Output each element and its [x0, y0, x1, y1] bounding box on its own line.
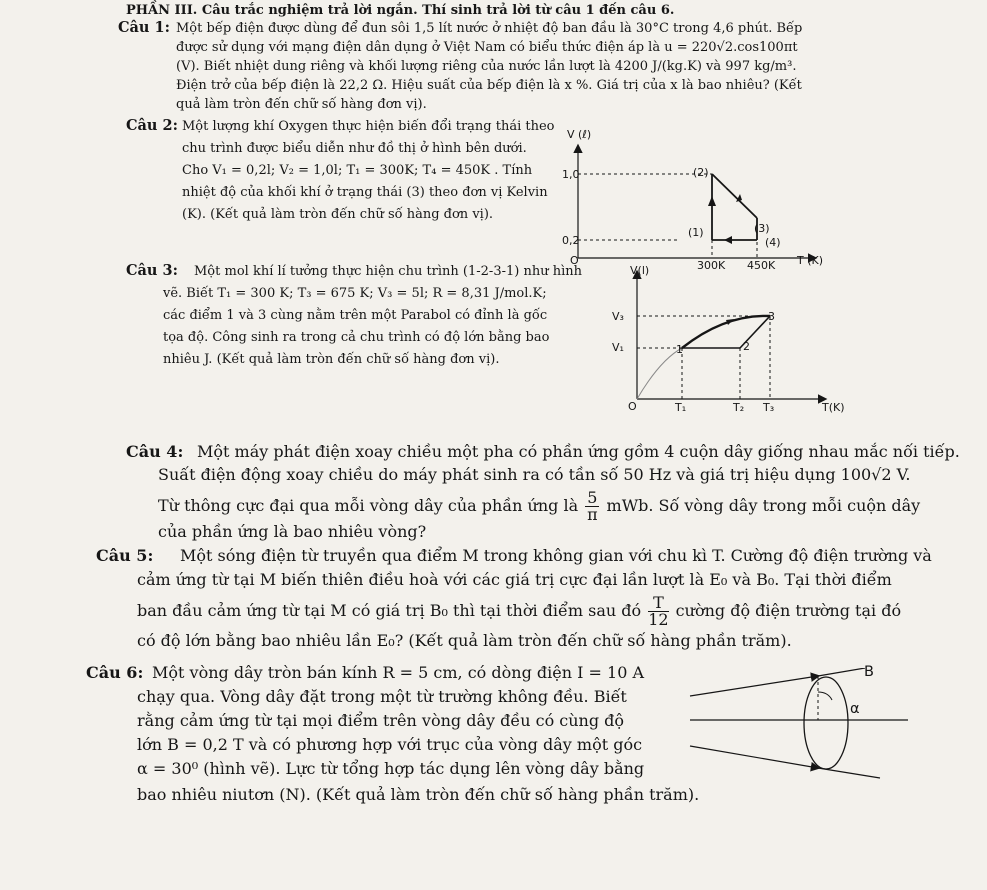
q6-field-line: [818, 768, 880, 778]
q5-line-pre: ban đầu cảm ứng từ tại M có giá trị B₀ thì tại thời điểm sau đó: [137, 601, 642, 620]
q3-line: Một mol khí lí tưởng thực hiện chu trình (1-2-3-1) như hình: [194, 264, 582, 279]
q6-field-line: [818, 668, 865, 676]
q5-line: [137, 595, 901, 628]
q6-b-label: B: [864, 664, 874, 680]
q2-line: Cho V₁ = 0,2l; V₂ = 1,0l; T₁ = 300K; T₄ = 450K . Tính: [182, 163, 533, 178]
q5-label: Câu 5:: [96, 546, 154, 565]
q2-state-label: (4): [765, 236, 781, 249]
q5-line: Một sóng điện từ truyền qua điểm M trong không gian với chu kì T. Cường độ điện trường và: [180, 546, 932, 565]
q3-x-tick: T₂: [733, 401, 745, 414]
q4-fraction: [585, 490, 599, 523]
q1-line: (V). Biết nhiệt dung riêng và khối lượng riêng của nước lần lượt là 4200 J/(kg.K) và 997 kg/m³.: [176, 59, 797, 74]
q2-line: nhiệt độ của khối khí ở trạng thái (3) theo đơn vị Kelvin: [182, 185, 548, 200]
q4-line-post: mWb. Số vòng dây trong mỗi cuộn dây: [606, 496, 921, 515]
q2-x-tick: 300K: [697, 259, 726, 272]
q6-line: lớn B = 0,2 T và có phương hợp với trục của vòng dây một góc: [137, 735, 643, 754]
q6-loop-figure: [650, 668, 910, 788]
q3-origin: O: [628, 400, 637, 413]
q3-x-axis-label: T(K): [822, 401, 845, 414]
q6-field-line: [690, 746, 818, 768]
q1-line: Một bếp điện được dùng để đun sôi 1,5 lít nước ở nhiệt độ ban đầu là 30°C trong 4,6 phút. Bếp: [176, 21, 803, 36]
q6-field-line: [690, 676, 818, 696]
q4-line: Một máy phát điện xoay chiều một pha có phần ứng gồm 4 cuộn dây giống nhau mắc nối tiếp.: [197, 442, 960, 461]
q2-origin: O: [570, 254, 579, 267]
q1-line: Điện trở của bếp điện là 22,2 Ω. Hiệu suất của bếp điện là x %. Giá trị của x là bao nhiêu? (Kết: [176, 78, 802, 93]
q6-line: chạy qua. Vòng dây đặt trong một từ trường không đều. Biết: [137, 687, 627, 706]
q3-x-tick: T₁: [675, 401, 687, 414]
q3-line: các điểm 1 và 3 cùng nằm trên một Parabol có đỉnh là gốc: [163, 308, 548, 323]
q4-frac-num: 5: [587, 488, 598, 507]
q3-point-label: 3: [768, 310, 775, 323]
q5-line-post: cường độ điện trường tại đó: [675, 601, 902, 620]
q6-line: α = 30⁰ (hình vẽ). Lực từ tổng hợp tác dụng lên vòng dây bằng: [137, 759, 645, 778]
q6-wire-loop: [804, 677, 848, 769]
q3-line: nhiêu J. (Kết quả làm tròn đến chữ số hàng đơn vị).: [163, 352, 500, 367]
q2-line: chu trình được biểu diễn như đồ thị ở hình bên dưới.: [182, 141, 527, 156]
q2-state-label: (2): [693, 166, 709, 179]
q2-x-tick: 450K: [747, 259, 776, 272]
q3-label: Câu 3:: [126, 262, 178, 279]
q4-line: Suất điện động xoay chiều do máy phát sinh ra có tần số 50 Hz và giá trị hiệu dụng 100√2 V.: [158, 465, 911, 484]
q2-line: Một lượng khí Oxygen thực hiện biến đổi trạng thái theo: [182, 119, 555, 134]
q5-line: cảm ứng từ tại M biến thiên điều hoà với các giá trị cực đại lần lượt là E₀ và B₀. Tại thời điểm: [137, 570, 892, 589]
q6-line: Một vòng dây tròn bán kính R = 5 cm, có dòng điện I = 10 A: [152, 663, 645, 682]
q5-frac-den: 12: [648, 610, 669, 629]
q2-label: Câu 2:: [126, 117, 178, 134]
q2-y-axis-label: V (ℓ): [567, 128, 592, 141]
q3-process-1-3: [682, 316, 770, 348]
q2-line: (K). (Kết quả làm tròn đến chữ số hàng đơn vị).: [182, 207, 494, 222]
q2-state-label: (1): [688, 226, 704, 239]
q4-line: của phần ứng là bao nhiêu vòng?: [158, 522, 427, 541]
q5-line: có độ lớn bằng bao nhiêu lần E₀? (Kết quả làm tròn đến chữ số hàng phần trăm).: [137, 631, 792, 650]
q3-vt-graph: [600, 262, 870, 422]
q2-vt-graph: [560, 138, 840, 268]
q4-line-pre: Từ thông cực đại qua mỗi vòng dây của phần ứng là: [158, 496, 579, 515]
q5-fraction: [648, 595, 668, 628]
q3-point-label: 2: [743, 340, 750, 353]
q2-y-tick: 0,2: [562, 234, 580, 247]
q6-line: rằng cảm ứng từ tại mọi điểm trên vòng dây đều có cùng độ: [137, 711, 625, 730]
q6-line: bao nhiêu niutơn (N). (Kết quả làm tròn đến chữ số hàng phần trăm).: [137, 785, 700, 804]
q3-line: vẽ. Biết T₁ = 300 K; T₃ = 675 K; V₃ = 5l; R = 8,31 J/mol.K;: [163, 286, 547, 301]
q2-y-tick: 1,0: [562, 168, 580, 181]
q4-frac-den: π: [587, 505, 598, 524]
q3-point-label: 1: [676, 343, 683, 356]
q3-y-tick: V₁: [612, 341, 624, 354]
q1-label: Câu 1:: [118, 19, 170, 36]
q4-label: Câu 4:: [126, 442, 184, 461]
q1-line: được sử dụng với mạng điện dân dụng ở Việt Nam có biểu thức điện áp là u = 220√2.cos100πt: [176, 40, 798, 55]
q3-x-tick: T₃: [763, 401, 775, 414]
q4-line: [158, 490, 920, 523]
q3-y-axis-label: V(l): [630, 264, 650, 277]
q2-process-2-3: [712, 174, 757, 218]
q6-label: Câu 6:: [86, 663, 144, 682]
q3-y-tick: V₃: [612, 310, 624, 323]
section-header: PHẦN III. Câu trắc nghiệm trả lời ngắn. Thí sinh trả lời từ câu 1 đến câu 6.: [126, 3, 675, 18]
q3-line: tọa độ. Công sinh ra trong cả chu trình có độ lớn bằng bao: [163, 330, 550, 345]
q5-frac-num: T: [648, 595, 668, 612]
q2-x-axis-label: T (K): [797, 254, 824, 267]
q2-state-label: (3): [754, 222, 770, 235]
q1-line: quả làm tròn đến chữ số hàng đơn vị).: [176, 97, 427, 112]
q6-alpha-label: α: [850, 701, 860, 717]
